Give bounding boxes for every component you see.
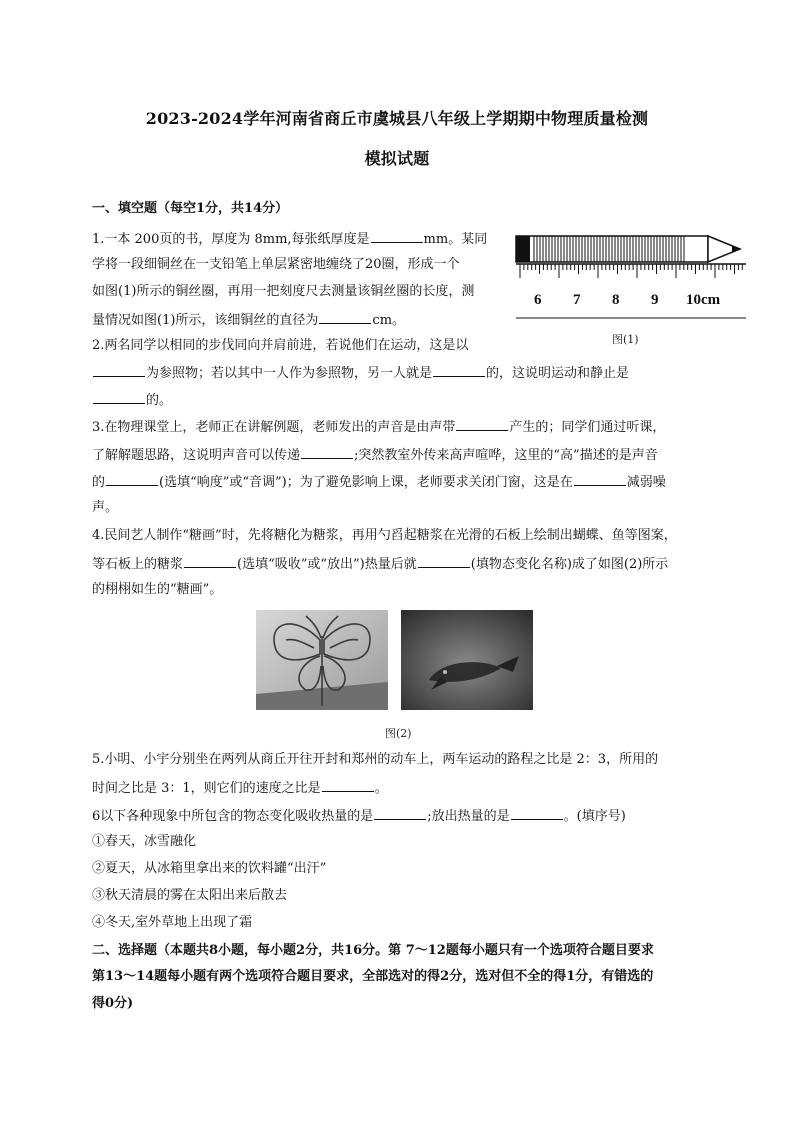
q6-option-2: ②夏天，从冰箱里拿出来的饮料罐“出汗” xyxy=(92,861,327,876)
q6-option-1: ①春天，冰雪融化 xyxy=(92,834,197,849)
page-title: 2023-2024学年河南省商丘市虞城县八年级上学期期中物理质量检测 xyxy=(145,109,649,128)
ruler-label-8: 8 xyxy=(612,292,620,308)
ruler-label-10cm: 10cm xyxy=(686,292,721,308)
figure-1-caption: 图(1) xyxy=(612,333,639,346)
answer-blank[interactable] xyxy=(374,806,426,820)
q2-line-2: 为参照物；若以其中一人作为参照物，另一人就是 的，这说明运动和静止是 xyxy=(92,363,629,383)
answer-blank[interactable] xyxy=(322,778,374,792)
q4-line-2: 等石板上的糖浆 (选填“吸收”或“放出”)热量后就 (填物态变化名称)成了如图(2)所示 xyxy=(92,554,668,574)
q3-line-1: 3.在物理课堂上，老师正在讲解例题，老师发出的声音是由声带 产生的；同学们通过听课， xyxy=(92,417,665,437)
q6-line-1: 6以下各种现象中所包含的物态变化吸收热量的是 ;放出热量的是 。(填序号) xyxy=(92,806,626,826)
section-1-heading: 一、填空题（每空1分，共14分） xyxy=(92,201,289,216)
answer-blank[interactable] xyxy=(184,554,236,568)
q3-line-4: 声。 xyxy=(92,500,119,515)
page-subtitle: 模拟试题 xyxy=(364,149,430,168)
answer-blank[interactable] xyxy=(418,554,470,568)
figure-2-caption: 图(2) xyxy=(385,727,412,740)
q5-line-1: 5.小明、小宇分别坐在两列从商丘开往开封和郑州的动车上，两车运动的路程之比是 2：3，所用的 xyxy=(92,752,659,767)
ruler-ticks xyxy=(520,264,742,278)
q4-line-1: 4.民间艺人制作“糖画”时，先将糖化为糖浆，再用勺舀起糖浆在光滑的石板上绘制出蝴蝶、鱼等图案， xyxy=(92,528,677,543)
answer-blank[interactable] xyxy=(93,363,145,377)
q2-line-3: 的。 xyxy=(92,390,172,410)
section-2-heading-line-3: 得0分) xyxy=(92,996,134,1011)
answer-blank[interactable] xyxy=(433,363,485,377)
q4-line-3: 的栩栩如生的“糖画”。 xyxy=(92,582,223,597)
q6-option-3: ③秋天清晨的雾在太阳出来后散去 xyxy=(92,888,288,903)
q2-line-1: 2.两名同学以相同的步伐同向并肩前进，若说他们在运动，这是以 xyxy=(92,338,469,353)
ruler-label-6: 6 xyxy=(534,292,542,308)
q1-line-3: 如图(1)所示的铜丝圈，再用一把刻度尺去测量该铜丝圈的长度，测 xyxy=(92,284,475,299)
q5-line-2: 时间之比是 3：1，则它们的速度之比是 。 xyxy=(92,778,388,798)
q1-line-4: 量情况如图(1)所示，该细铜丝的直径为 cm。 xyxy=(92,310,405,330)
q6-option-4: ④冬天,室外草地上出现了霜 xyxy=(92,915,253,930)
section-2-heading-line-2: 第13～14题每小题有两个选项符合题目要求，全部选对的得2分，选对但不全的得1分，有错选的 xyxy=(92,969,654,984)
ruler-label-9: 9 xyxy=(651,292,659,308)
q1-line-2: 学将一段细铜丝在一支铅笔上单层紧密地缠绕了20圈，形成一个 xyxy=(92,257,460,272)
section-2-heading-line-1: 二、选择题（本题共8小题，每小题2分，共16分。第 7～12题每小题只有一个选项符合题目要求 xyxy=(92,943,654,958)
answer-blank[interactable] xyxy=(319,310,371,324)
answer-blank[interactable] xyxy=(371,229,423,243)
answer-blank[interactable] xyxy=(93,390,145,404)
fish-sugar-painting-image xyxy=(401,610,533,710)
answer-blank[interactable] xyxy=(301,445,353,459)
answer-blank[interactable] xyxy=(511,806,563,820)
ruler-label-7: 7 xyxy=(573,292,581,308)
q3-line-2: 了解解题思路，这说明声音可以传递 ;突然教室外传来高声喧哗，这里的“高”描述的是声音 xyxy=(92,445,658,465)
butterfly-sugar-painting-image xyxy=(256,610,388,710)
ruler-figure xyxy=(512,228,748,324)
answer-blank[interactable] xyxy=(106,472,158,486)
answer-blank[interactable] xyxy=(574,472,626,486)
q1-line-1: 1.一本 200页的书，厚度为 8mm,每张纸厚度是 mm。某同 xyxy=(92,229,487,249)
q3-line-3: 的 (选填“响度”或“音调”)；为了避免影响上课，老师要求关闭门窗，这是在 减弱噪 xyxy=(92,472,666,492)
pencil-end xyxy=(516,236,530,262)
answer-blank[interactable] xyxy=(456,417,508,431)
